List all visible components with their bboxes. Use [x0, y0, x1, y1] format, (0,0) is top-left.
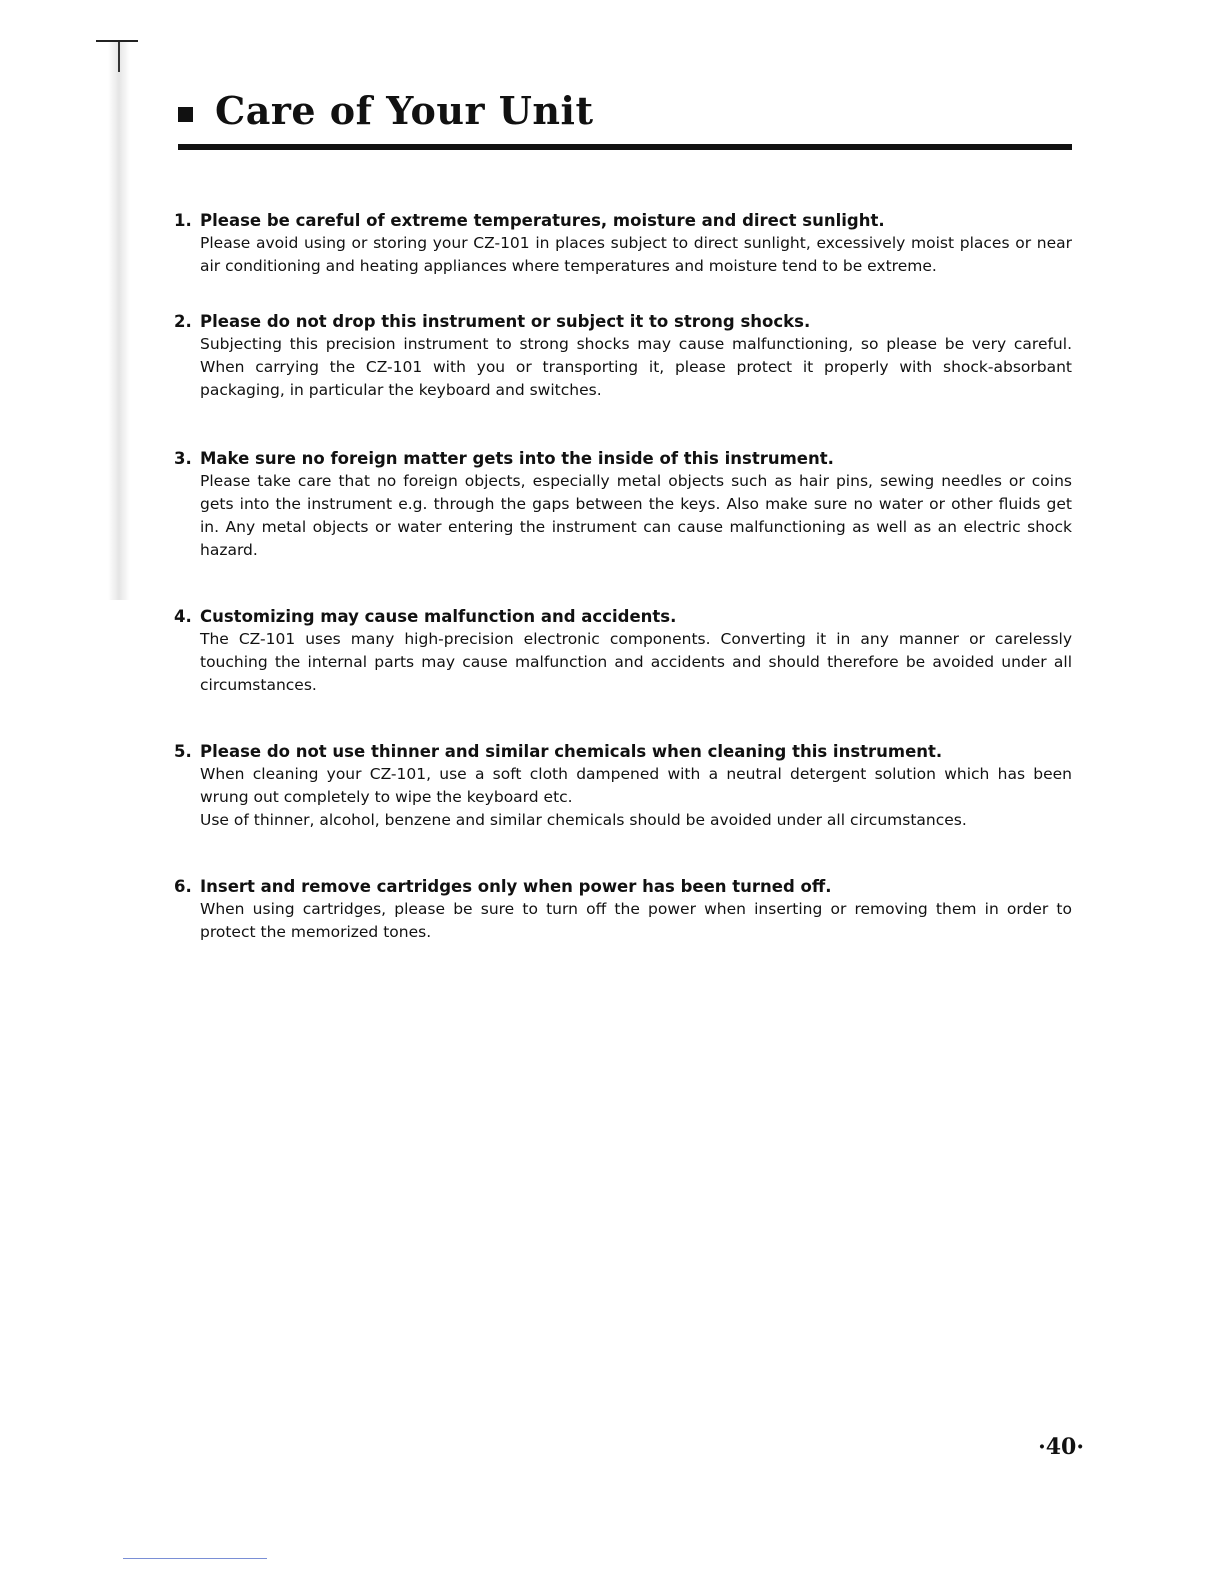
page-number: ·40·	[1038, 1434, 1084, 1460]
list-item	[174, 311, 1072, 402]
scan-artifact-line	[123, 1558, 267, 1559]
scan-binding-shadow	[108, 40, 130, 600]
title-underline	[178, 144, 1072, 150]
list-item	[174, 210, 1072, 278]
item-number: 6.	[174, 877, 192, 896]
item-heading	[174, 876, 1072, 898]
item-heading	[174, 311, 1072, 333]
item-heading	[174, 741, 1072, 763]
item-paragraph: When using cartridges, please be sure to turn off the power when inserting or removing them in order to protect the memorized tones.	[200, 900, 1072, 941]
page-header	[178, 88, 1072, 150]
item-body	[200, 333, 1072, 402]
list-item	[174, 876, 1072, 944]
list-item	[174, 448, 1072, 562]
item-heading	[174, 606, 1072, 628]
item-paragraph: The CZ-101 uses many high-precision electronic components. Converting it in any manner or carelessly touching the internal parts may cause malfunction and accidents and should therefore be avoided under all circumstances.	[200, 630, 1072, 694]
item-number: 2.	[174, 312, 192, 331]
care-instructions-list	[174, 210, 1072, 977]
item-title: Customizing may cause malfunction and accidents.	[200, 607, 677, 626]
item-paragraph: Use of thinner, alcohol, benzene and similar chemicals should be avoided under all circumstances.	[200, 811, 967, 829]
item-title: Please do not use thinner and similar chemicals when cleaning this instrument.	[200, 742, 943, 761]
title-row	[178, 88, 1072, 133]
list-item	[174, 606, 1072, 697]
scan-binding-mark	[96, 40, 138, 42]
item-title: Make sure no foreign matter gets into the inside of this instrument.	[200, 449, 834, 468]
square-bullet-icon	[178, 107, 193, 122]
item-heading	[174, 448, 1072, 470]
item-paragraph: Please take care that no foreign objects, especially metal objects such as hair pins, sewing needles or coins gets into the instrument e.g. through the gaps between the keys. Also make sure no water or other fluids get in. Any metal objects or water entering the instrument can cause malfunctioning as well as an electric shock hazard.	[200, 472, 1072, 559]
item-number: 3.	[174, 449, 192, 468]
item-body	[200, 763, 1072, 832]
item-body	[200, 232, 1072, 278]
page-title: Care of Your Unit	[215, 88, 594, 133]
item-body	[200, 470, 1072, 562]
item-paragraph: Please avoid using or storing your CZ-101 in places subject to direct sunlight, excessively moist places or near air conditioning and heating appliances where temperatures and moisture tend to be extreme.	[200, 234, 1072, 275]
item-body	[200, 628, 1072, 697]
item-body	[200, 898, 1072, 944]
item-number: 4.	[174, 607, 192, 626]
item-title: Please be careful of extreme temperatures, moisture and direct sunlight.	[200, 211, 885, 230]
item-number: 5.	[174, 742, 192, 761]
list-item	[174, 741, 1072, 832]
item-title: Insert and remove cartridges only when power has been turned off.	[200, 877, 832, 896]
item-title: Please do not drop this instrument or subject it to strong shocks.	[200, 312, 811, 331]
scan-binding-mark-vertical	[118, 42, 120, 72]
item-heading	[174, 210, 1072, 232]
item-paragraph: Subjecting this precision instrument to strong shocks may cause malfunctioning, so please be very careful. When carrying the CZ-101 with you or transporting it, please protect it properly with shock-absorbant packaging, in particular the keyboard and switches.	[200, 335, 1072, 399]
item-paragraph: When cleaning your CZ-101, use a soft cloth dampened with a neutral detergent solution which has been wrung out completely to wipe the keyboard etc.	[200, 765, 1072, 806]
item-number: 1.	[174, 211, 192, 230]
